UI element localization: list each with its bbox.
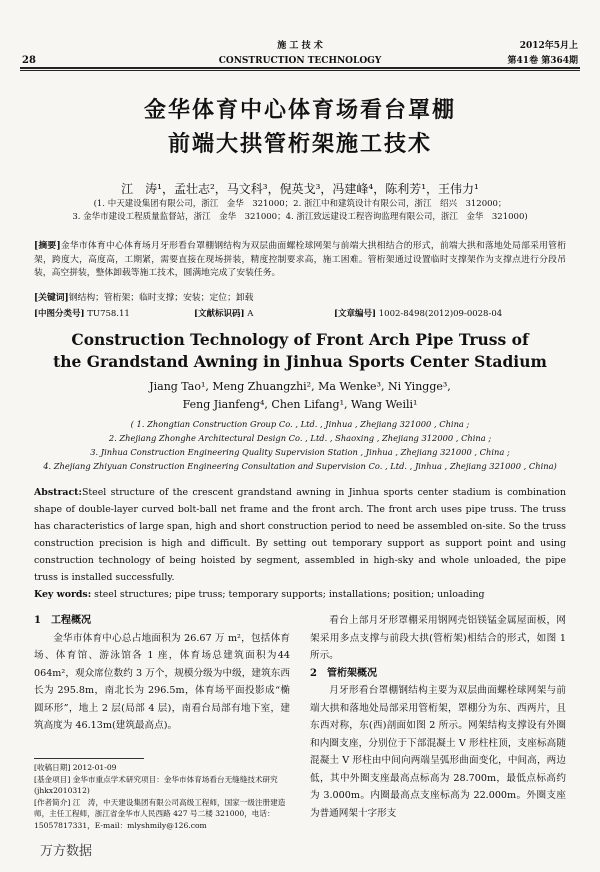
page-number: 28 [22,55,36,66]
authors-en-line-1: Jiang Tao¹, Meng Zhuangzhi², Ma Wenke³, Ni Yingge³, [149,380,451,393]
volume-issue: 第41卷 第364期 [507,56,578,66]
keywords-en-text: steel structures; pipe truss; temporary supports; installations; position; unloading [94,589,485,600]
affiliation-cn-line: 3. 金华市建设工程质量监督站，浙江 金华 321000；4. 浙江致远建设工程咨询监理有限公司，浙江 金华 321000) [72,212,528,222]
affiliations-en [0,417,600,473]
abstract-en-label: Abstract: [34,487,82,498]
section-1-heading: 1 工程概况 [34,615,91,626]
doc-code-value: A [247,309,254,319]
affiliation-cn-line: (1. 中天建设集团有限公司，浙江 金华 321000；2. 浙江中和建筑设计有限公司，浙江 绍兴 312000； [93,199,507,209]
title-cn-line-1: 金华体育中心体育场看台罩棚 [143,97,456,123]
right-column [310,612,566,822]
affiliation-en-line: 3. Jinhua Construction Engineering Quality Supervision Station , Jinhua , Zhejiang 321000 , China ; [90,447,510,457]
title-en-line-2: the Grandstand Awning in Jinhua Sports Center Stadium [53,352,547,371]
title-cn-line-2: 前端大拱管桁架施工技术 [167,131,432,157]
footnotes [34,762,290,831]
keywords-en [34,586,566,603]
clc-value: TU758.11 [87,309,130,319]
article-id-value: 1002-8498(2012)09-0028-04 [378,309,503,319]
abstract-en [34,484,566,586]
abstract-cn-label: [摘要] [34,241,61,251]
right-intro-text: 看台上部月牙形罩棚采用钢网壳铝镁锰金属屋面板，网架采用多点支撑与前段大拱(管桁架)相结合的形式，如图 1 所示。 [310,615,566,661]
issue-date: 2012年5月上 [519,41,578,51]
footnote-received: [收稿日期] 2012-01-09 [34,763,117,772]
left-column [34,612,290,735]
doc-code-label: [文献标识码] [194,309,245,319]
affiliation-en-line: 4. Zhejiang Zhiyuan Construction Engineering Consultation and Supervision Co. , Ltd. , Jinhua , Zhejiang 321000 , China) [43,461,557,471]
keywords-cn-label: [关键词] [34,293,69,303]
watermark: 万方数据 [40,844,93,859]
journal-title-en: CONSTRUCTION TECHNOLOGY [218,56,382,66]
section-1-text: 金华市体育中心总占地面积为 26.67 万 m²，包括体育场、体育馆、游泳馆各 1 座，体育场总建筑面积为44 064m²，观众席位数约 3 万个，规模分级为中级，建筑东西长为 295.8m，南北长为 296.5m，体育场平面投影成“椭圆环形”，地上 2 层(局部 4 层)，南看台局部有地下室，建筑高度为 46.13m(建筑最高点)。 [34,632,290,731]
footnote-funding: [基金项目] 金华市重点学术研究项目：金华市体育场看台无缝缝技术研究(jhkx2010312) [34,774,278,795]
header-rule [20,67,580,69]
footnote-author: [作者简介] 江 涛，中天建设集团有限公司高级工程师，国家一级注册建造师，主任工程师，浙江省金华市人民西路 427 号二楼 321000，电话：15057817331，E-mail：mlyshmily@126.com [34,797,286,830]
authors-en-line-2: Feng Jianfeng⁴, Chen Lifang¹, Wang Weili¹ [182,398,418,411]
affiliations-cn [30,198,570,224]
authors-cn: 江 涛¹，孟壮志²，马文科³，倪英戈³，冯建峰⁴，陈利芳¹，王伟力¹ [121,182,479,196]
footnote-rule [34,758,144,759]
issue-info [508,40,578,67]
abstract-cn-text: 金华市体育中心体育场月牙形看台罩棚钢结构为双层曲面螺栓球网架与前端大拱相结合的形式，前端大拱和落地处局部采用管桁架，跨度大，高度高，工期紧，需要直接在现场拼装，精度控制要求高，施工困难。管桁架通过设置临时支撑架作为支撑点进行分段吊装，高空拼装，整体卸载等施工技术，圆满地完成了安装任务。 [34,241,566,278]
keywords-cn [34,292,566,306]
article-id-label: [文章编号] [334,309,377,319]
section-2-heading: 2 管桁架概况 [310,667,377,679]
header-rule-thin [20,70,580,71]
affiliation-en-line: ( 1. Zhongtian Construction Group Co. , Ltd. , Jinhua , Zhejiang 321000 , China ; [130,419,470,429]
article-meta [34,307,566,321]
keywords-cn-text: 钢结构；管桁架；临时支撑；安装；定位；卸载 [68,293,254,303]
section-2-text: 月牙形看台罩棚钢结构主要为双层曲面螺栓球网架与前端大拱和落地处局部采用管桁架，罩棚分为东、西两片，且东西对称，东(西)剖面如图 2 所示。网架结构支撑设有外圈和内圈支座，分别位于下部混凝土 V 形柱柱顶，支座标高随混凝土 V 形柱由中间向两端呈弧形曲面变化，中间高，两边低，其中外圈支座最高点标高为 28.700m，最低点标高约为 3.000m。内圈最高点支座标高为 22.000m。外圈支座为普通网架十字形支 [310,685,566,819]
abstract-cn [34,240,566,281]
affiliation-en-line: 2. Zhejiang Zhonghe Architectural Design Co. , Ltd. , Shaoxing , Zhejiang 312000 , China ; [108,433,492,443]
abstract-en-text: Steel structure of the crescent grandstand awning in Jinhua sports center stadium is combination shape of double-layer curved bolt-ball net frame and the front arch. The front arch uses pipe truss. The truss has characteristics of large span, high and short construction period to need be assembled on-site. So the truss construction precision is high and difficult. By setting out temporary support as support point and using construction technology of being hoisted by segment, assembled in high-sky and whole unloaded, the pipe truss is installed successfully. [34,487,566,583]
journal-title-cn: 施 工 技 术 [277,41,323,51]
title-en-line-1: Construction Technology of Front Arch Pipe Truss of [71,330,529,349]
clc-label: [中图分类号] [34,309,85,319]
keywords-en-label: Key words: [34,589,92,600]
